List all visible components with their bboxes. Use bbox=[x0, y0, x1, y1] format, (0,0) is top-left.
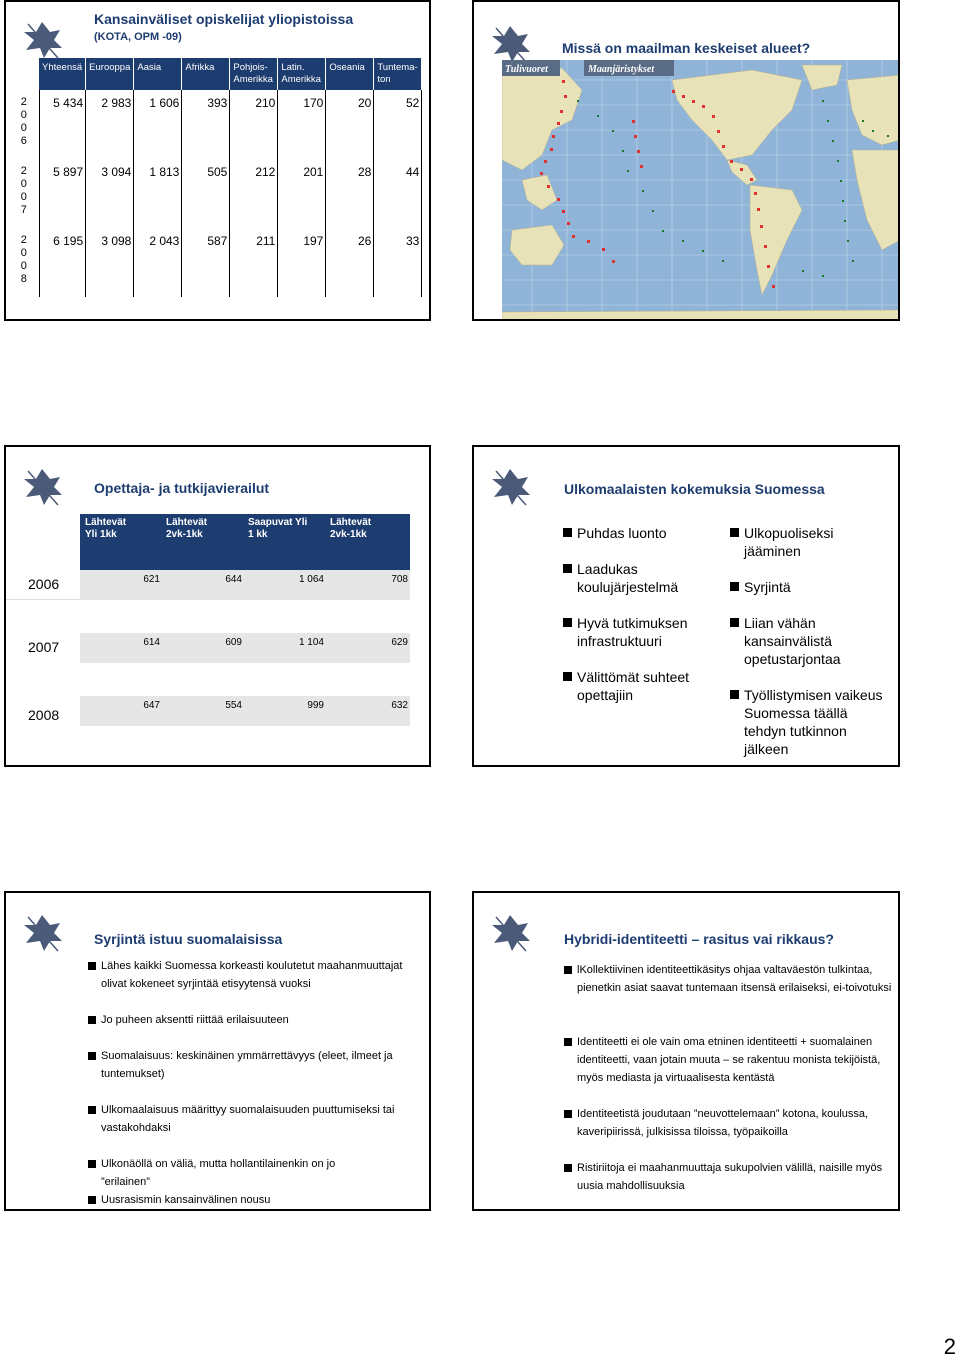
table-cell: 201 bbox=[278, 159, 326, 228]
bullet-item: Ulkonäöllä on väliä, mutta hollantilainenkin on jo ”erilainen” bbox=[101, 1155, 371, 1191]
col-header: Lähtevät 2vk-1kk bbox=[166, 517, 208, 540]
table-cell: 52 bbox=[374, 90, 422, 159]
bullet-item: Identiteetistä joudutaan ”neuvottelemaan” kotona, koulussa, kaveripiirissä, julkisissa tiloissa, työpaikoilla bbox=[577, 1105, 895, 1141]
bullet-item: Ristiriitoja ei maahanmuuttaja sukupolvien välillä, naisille myös uusia mahdollisuuksia bbox=[577, 1159, 895, 1195]
table-row bbox=[9, 159, 422, 228]
col-header: Pohjois-Amerikka bbox=[230, 58, 278, 90]
col-header: Aasia bbox=[134, 58, 182, 90]
table-cell: 28 bbox=[326, 159, 374, 228]
slide-title: Opettaja- ja tutkijavierailut bbox=[94, 480, 270, 496]
table-cell: 554 bbox=[225, 700, 242, 711]
table-cell: 5 897 bbox=[39, 159, 86, 228]
table-cell: 393 bbox=[182, 90, 230, 159]
table-cell: 614 bbox=[143, 637, 160, 648]
slide-world-map bbox=[472, 0, 900, 321]
table-cell: 621 bbox=[143, 574, 160, 585]
slide-teacher-visits bbox=[4, 445, 431, 767]
bullet-positive: Laadukas koulujärjestelmä bbox=[577, 560, 717, 596]
bullet-item: Identiteetti ei ole vain oma etninen identiteetti + suomalainen identiteetti, vaan jotain muuta – se rakentuu monista tekijöistä, myös mediasta ja virtuaalisesta kentästä bbox=[577, 1033, 899, 1087]
col-header: Lähtevät Yli 1kk bbox=[85, 517, 127, 540]
students-table bbox=[9, 58, 422, 297]
year-label: 2007 bbox=[28, 639, 60, 655]
table-cell: 629 bbox=[391, 637, 408, 648]
table-cell: 1 064 bbox=[298, 574, 324, 585]
bullet-item: Lähes kaikki Suomessa korkeasti koulutetut maahanmuuttajat olivat kokeneet syrjintää etisyytensä vuoksi bbox=[101, 957, 406, 993]
table-cell: 210 bbox=[230, 90, 278, 159]
year-label: 2 0 0 8 bbox=[9, 228, 39, 297]
bullet-item: lKollektiivinen identiteettikäsitys ohjaa valtaväestön tulkintaa, pienetkin asiat saavat tuntemaan itsensä erilaiseksi, ei-toivotuksi bbox=[577, 961, 895, 997]
table-cell: 170 bbox=[278, 90, 326, 159]
university-logo-icon bbox=[20, 18, 64, 62]
bullet-positive: Hyvä tutkimuksen infrastruktuuri bbox=[577, 614, 717, 650]
world-map-volcano-earthquake bbox=[502, 60, 900, 320]
table-spacer bbox=[80, 600, 410, 633]
year-label: 2008 bbox=[28, 707, 60, 723]
table-cell: 44 bbox=[374, 159, 422, 228]
table-cell: 6 195 bbox=[39, 228, 86, 297]
table-cell: 3 094 bbox=[86, 159, 134, 228]
bullet-positive: Välittömät suhteet opettajiin bbox=[577, 668, 717, 704]
col-header: Latin. Amerikka bbox=[278, 58, 326, 90]
page-number: 2 bbox=[943, 1334, 956, 1359]
table-row bbox=[9, 90, 422, 159]
university-logo-icon bbox=[20, 465, 64, 509]
col-header: Lähtevät 2vk-1kk bbox=[330, 517, 372, 540]
table-cell: 609 bbox=[225, 637, 242, 648]
col-header: Afrikka bbox=[182, 58, 230, 90]
table-row bbox=[9, 228, 422, 297]
table-row bbox=[80, 633, 410, 663]
map-label-earthquakes: Maanjäristykset bbox=[588, 64, 655, 75]
university-logo-icon bbox=[488, 911, 532, 955]
slide-title: Hybridi-identiteetti – rasitus vai rikkaus? bbox=[564, 931, 834, 947]
slide-subtitle: (KOTA, OPM -09) bbox=[94, 31, 182, 43]
table-row bbox=[80, 696, 410, 726]
table-cell: 2 043 bbox=[134, 228, 182, 297]
university-logo-icon bbox=[488, 465, 532, 509]
table-cell: 632 bbox=[391, 700, 408, 711]
col-header: Yhteensä bbox=[39, 58, 86, 90]
university-logo-icon bbox=[20, 911, 64, 955]
slide-discrimination bbox=[4, 891, 431, 1211]
table-cell: 33 bbox=[374, 228, 422, 297]
table-cell: 211 bbox=[230, 228, 278, 297]
bullet-negative: Työllistymisen vaikeus Suomessa täällä tehdyn tutkinnon jälkeen bbox=[744, 687, 883, 757]
slide-international-students bbox=[4, 0, 431, 321]
bullet-item: Jo puheen aksentti riittää erilaisuuteen bbox=[101, 1011, 406, 1029]
table-cell: 2 983 bbox=[86, 90, 134, 159]
table-cell: 3 098 bbox=[86, 228, 134, 297]
table-cell: 26 bbox=[326, 228, 374, 297]
table-cell: 587 bbox=[182, 228, 230, 297]
slide-title: Syrjintä istuu suomalaisissa bbox=[94, 931, 283, 947]
table-cell: 212 bbox=[230, 159, 278, 228]
slide-title: Ulkomaalaisten kokemuksia Suomessa bbox=[564, 481, 825, 497]
table-cell: 197 bbox=[278, 228, 326, 297]
bullet-negative: Ulkopuoliseksi jääminen bbox=[744, 524, 884, 560]
table-cell: 647 bbox=[143, 700, 160, 711]
slide-title: Kansainväliset opiskelijat yliopistoissa bbox=[94, 11, 354, 27]
table-cell: 5 434 bbox=[39, 90, 86, 159]
bullet-item: Ulkomaalaisuus määrittyy suomalaisuuden puuttumiseksi tai vastakohdaksi bbox=[101, 1101, 406, 1137]
table-cell: 999 bbox=[307, 700, 324, 711]
bullet-negative: Liian vähän kansainvälistä opetustarjontaa bbox=[744, 614, 884, 668]
table-cell: 1 813 bbox=[134, 159, 182, 228]
slide-hybrid-identity bbox=[472, 891, 900, 1211]
table-row bbox=[80, 570, 410, 600]
slide-title: Missä on maailman keskeiset alueet? bbox=[562, 40, 811, 56]
table-cell: 1 104 bbox=[298, 637, 324, 648]
bullet-positive: Puhdas luonto bbox=[577, 524, 717, 542]
visits-table-header bbox=[80, 514, 410, 570]
col-header: Tuntema-ton bbox=[374, 58, 422, 90]
year-label: 2006 bbox=[28, 576, 60, 592]
table-cell: 708 bbox=[391, 574, 408, 585]
slide-foreigners-experiences bbox=[472, 445, 900, 767]
col-header: Saapuvat Yli 1 kk bbox=[248, 517, 308, 540]
bullet-item: Uusrasismin kansainvälinen nousu bbox=[101, 1191, 406, 1209]
table-spacer bbox=[80, 663, 410, 696]
table-cell: 1 606 bbox=[134, 90, 182, 159]
year-label: 2 0 0 7 bbox=[9, 159, 39, 228]
col-header: Oseania bbox=[326, 58, 374, 90]
table-cell: 644 bbox=[225, 574, 242, 585]
bullet-negative: Syrjintä bbox=[744, 578, 884, 596]
bullet-item: Suomalaisuus: keskinäinen ymmärrettävyys (eleet, ilmeet ja tuntemukset) bbox=[101, 1047, 406, 1083]
table-cell: 505 bbox=[182, 159, 230, 228]
map-label-volcanoes: Tulivuoret bbox=[505, 64, 548, 75]
col-header: Eurooppa bbox=[86, 58, 134, 90]
year-label: 2 0 0 6 bbox=[9, 90, 39, 159]
table-cell: 20 bbox=[326, 90, 374, 159]
